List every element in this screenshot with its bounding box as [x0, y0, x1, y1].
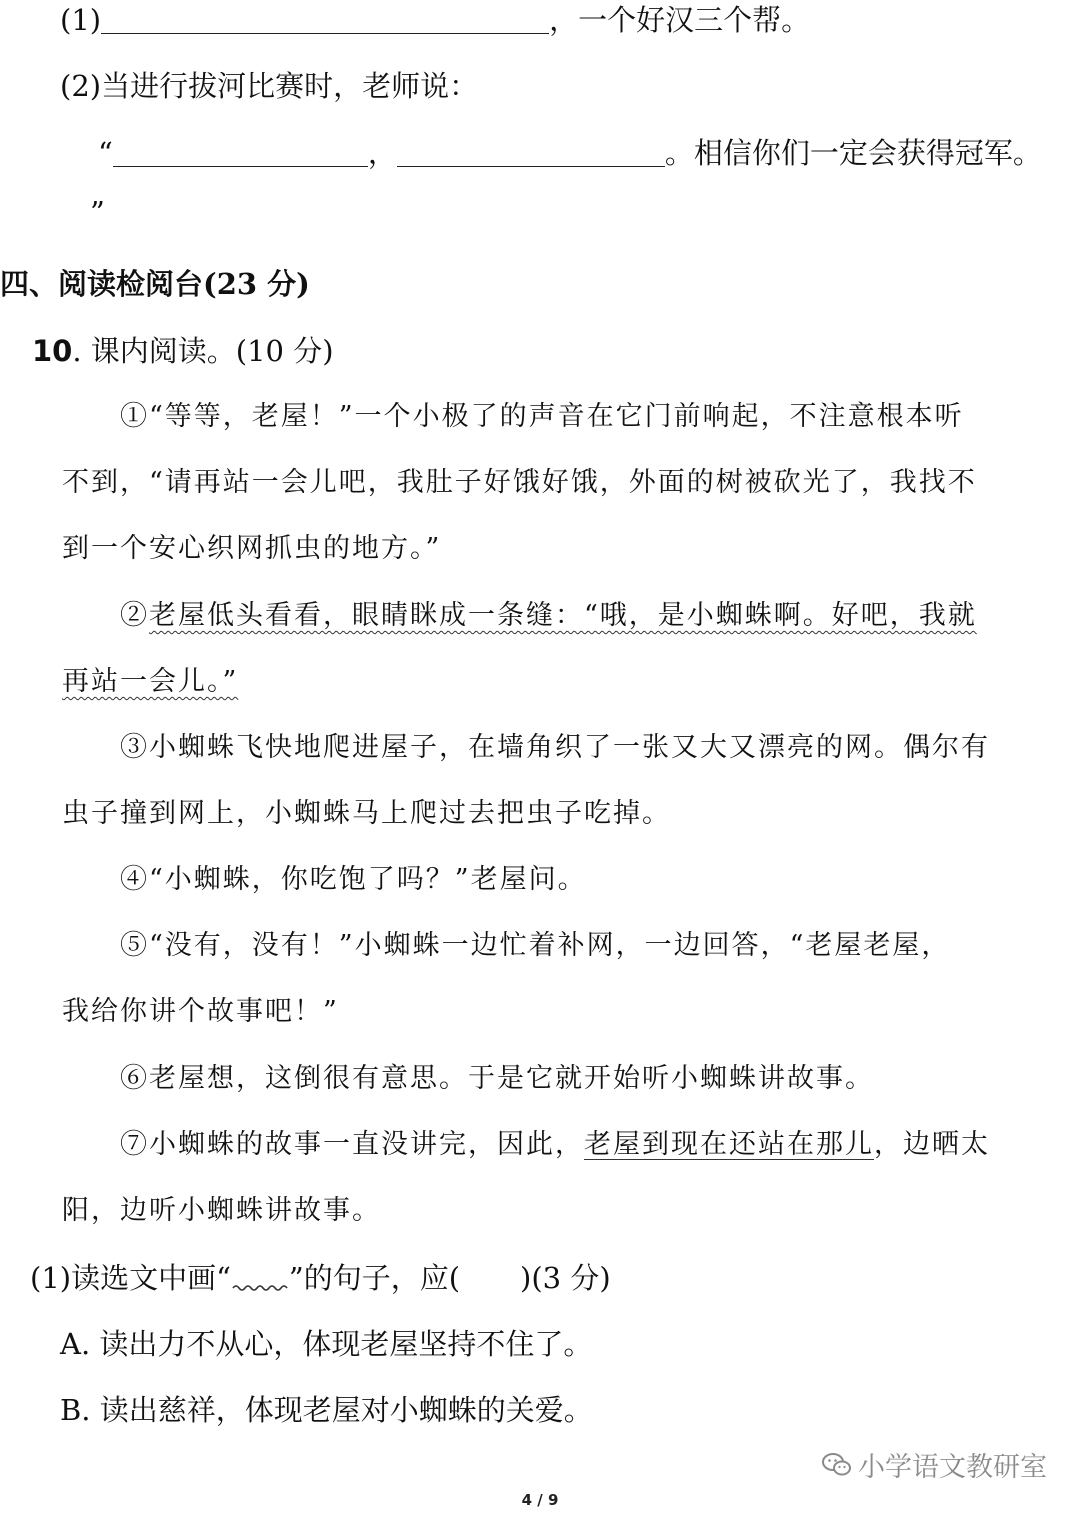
paragraph-number: ②	[120, 600, 149, 631]
watermark-text: 小学语文教研室	[858, 1452, 1047, 1483]
question-title: . 课内阅读。(10 分)	[72, 334, 334, 368]
passage-line	[120, 1125, 990, 1165]
passage-line-wavy	[120, 596, 977, 636]
comma: ，	[367, 136, 397, 170]
watermark	[822, 1445, 1047, 1484]
option-a[interactable]: A. 读出力不从心，体现老屋坚持不住了。	[60, 1327, 593, 1361]
answer-blank-1[interactable]	[101, 3, 549, 34]
passage-line: ①“等等，老屋！”一个小极了的声音在它门前响起，不注意根本听	[120, 401, 964, 432]
q1-label: (1)	[60, 3, 102, 37]
passage-line: 到一个安心织网抓虫的地方。”	[62, 533, 442, 564]
wavy-underlined-sentence: 再站一会儿。”	[62, 666, 239, 697]
passage-text: ，边晒太	[874, 1129, 990, 1160]
answer-blank-2a[interactable]	[113, 136, 368, 167]
question-10-title	[32, 331, 334, 371]
passage-line: 不到，“请再站一会儿吧，我肚子好饿好饿，外面的树被砍光了，我找不	[62, 467, 977, 498]
wavy-line-icon	[231, 1274, 289, 1294]
fill-question-1	[60, 0, 810, 40]
sub-question-1	[30, 1258, 611, 1298]
q2-tail: 。相信你们一定会获得冠军。	[664, 136, 1042, 170]
passage-line: ⑥老屋想，这倒很有意思。于是它就开始听小蜘蛛讲故事。	[120, 1063, 874, 1094]
passage-line: ③小蜘蛛飞快地爬进屋子，在墙角织了一张又大又漂亮的网。偶尔有	[120, 732, 990, 763]
answer-blank-2b[interactable]	[397, 136, 665, 167]
passage-line: 阳，边听小蜘蛛讲故事。	[62, 1195, 381, 1226]
sub-question-points: )(3 分)	[520, 1261, 611, 1295]
passage-line: 虫子撞到网上，小蜘蛛马上爬过去把虫子吃掉。	[62, 798, 671, 829]
passage-line: ⑤“没有，没有！”小蜘蛛一边忙着补网，一边回答，“老屋老屋，	[120, 930, 951, 961]
section-heading: 四、阅读检阅台(23 分)	[0, 267, 310, 301]
wechat-icon	[822, 1452, 852, 1478]
answer-paren-blank[interactable]	[460, 1262, 520, 1292]
close-quote: ”	[90, 195, 105, 229]
option-b[interactable]: B. 读出慈祥，体现老屋对小蜘蛛的关爱。	[60, 1393, 593, 1427]
wavy-underlined-sentence: 老屋低头看看，眼睛眯成一条缝：“哦，是小蜘蛛啊。好吧，我就	[149, 600, 977, 631]
question-number: 10	[32, 334, 73, 368]
q1-tail: ，一个好汉三个帮。	[549, 3, 811, 37]
fill-question-2-answer	[98, 133, 1042, 173]
underlined-sentence: 老屋到现在还站在那儿	[584, 1129, 874, 1160]
open-quote: “	[98, 136, 113, 170]
fill-question-2: (2)当进行拔河比赛时，老师说：	[60, 69, 479, 103]
passage-text: ⑦小蜘蛛的故事一直没讲完，因此，	[120, 1129, 584, 1160]
sub-question-text: (1)读选文中画“	[30, 1261, 231, 1295]
passage-line: ④“小蜘蛛，你吃饱了吗？”老屋问。	[120, 864, 587, 895]
sub-question-text: ”的句子，应(	[288, 1261, 461, 1295]
page-number: 4 / 9	[521, 1491, 559, 1509]
passage-line: 我给你讲个故事吧！”	[62, 996, 339, 1027]
passage-line-wavy	[62, 662, 238, 702]
